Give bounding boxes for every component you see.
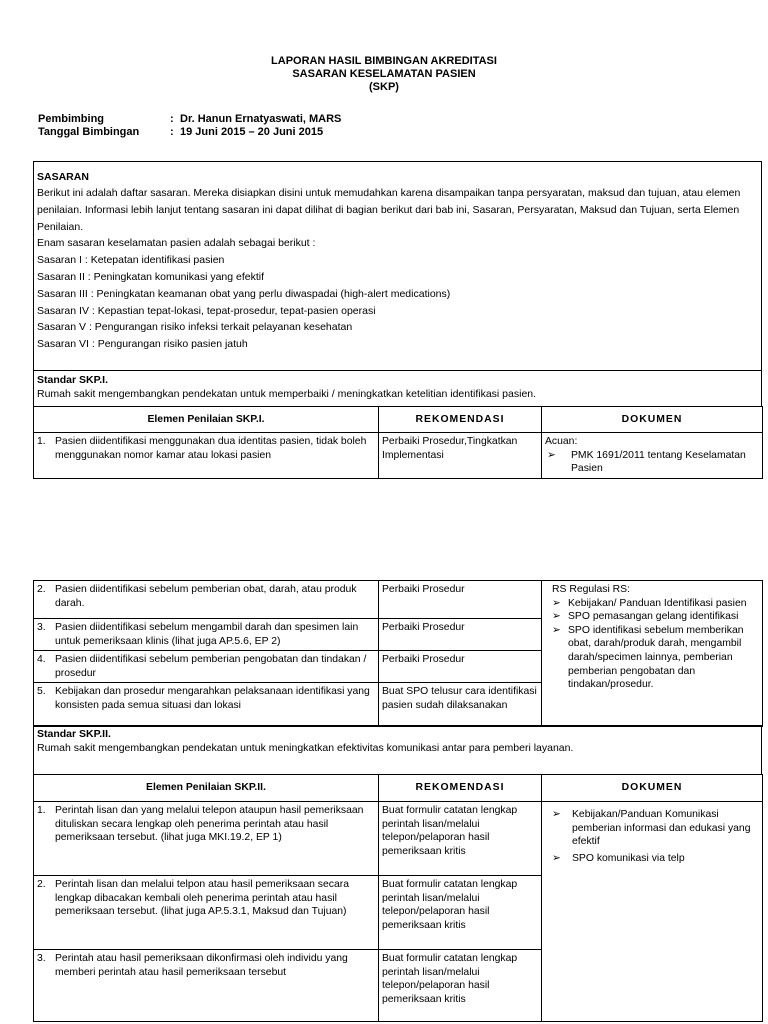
row-number: 5. <box>37 686 46 698</box>
sasaran-item: Sasaran VI : Pengurangan risiko pasien jatuh <box>37 338 248 351</box>
arrow-bullet-icon: ➢ <box>552 597 561 609</box>
pembimbing-label: Pembimbing <box>38 113 105 125</box>
standar-skp2-box <box>33 725 762 775</box>
table-row <box>34 651 379 683</box>
arrow-bullet-icon: ➢ <box>552 611 561 623</box>
skp1-table <box>33 406 763 479</box>
rekomendasi-cell: Perbaiki Prosedur <box>379 651 542 683</box>
dokumen-item: Kebijakan/ Panduan Identifikasi pasien <box>568 597 747 609</box>
elemen-text: Perintah lisan dan melalui telpon atau hasil pemeriksaan secara lengkap dibacakan kembali oleh penerima perintah atau hasil pemeriksaan tersebut. (lihat juga AP.5.3.1, Maksud dan Tujuan) <box>55 879 349 918</box>
table-row <box>34 876 379 950</box>
sasaran-item: Sasaran I : Ketepatan identifikasi pasien <box>37 254 225 267</box>
col-header-dokumen: DOKUMEN <box>542 407 763 433</box>
standar-skp1-text: Rumah sakit mengembangkan pendekatan untuk memperbaiki / meningkatkan ketelitian identifikasi pasien. <box>37 388 537 400</box>
arrow-bullet-icon: ➢ <box>552 809 561 820</box>
row-number: 1. <box>37 805 46 816</box>
table-row <box>34 581 379 619</box>
elemen-text: Perintah atau hasil pemeriksaan dikonfirmasi oleh individu yang memberi perintah atau hasil pemeriksaan tersebut <box>55 953 348 978</box>
elemen-text: Kebijakan dan prosedur mengarahkan pelaksanaan identifikasi yang konsisten pada semua situasi dan lokasi <box>55 686 370 711</box>
elemen-text: Pasien diidentifikasi sebelum pemberian obat, darah, atau produk darah. <box>55 584 357 609</box>
standar-skp2-text: Rumah sakit mengembangkan pendekatan untuk meningkatkan efektivitas komunikasi antar para pemberi layanan. <box>37 742 574 754</box>
colon: : <box>170 126 174 138</box>
tanggal-row <box>38 126 341 139</box>
elemen-text: Pasien diidentifikasi menggunakan dua identitas pasien, tidak boleh menggunakan nomor kamar atau lokasi pasien <box>55 436 367 461</box>
col-header-rekomendasi: REKOMENDASI <box>379 775 542 802</box>
sasaran-item: Sasaran IV : Kepastian tepat-lokasi, tepat-prosedur, tepat-pasien operasi <box>37 304 376 317</box>
col-header-elemen: Elemen Penilaian SKP.I. <box>34 407 379 433</box>
rekomendasi-cell: Perbaiki Prosedur <box>379 581 542 619</box>
rekomendasi-cell: Buat formulir catatan lengkap perintah lisan/melalui telepon/pelaporan hasil pemeriksaan kritis <box>379 876 542 950</box>
title-line-2: SASARAN KESELAMATAN PASIEN <box>292 68 476 80</box>
standar-skp2-heading: Standar SKP.II. <box>37 728 111 740</box>
rekomendasi-cell: Perbaiki Prosedur,Tingkatkan Implementasi <box>379 433 542 479</box>
elemen-text: Pasien diidentifikasi sebelum mengambil darah dan spesimen lain untuk pemeriksaan klinis (lihat juga AP.5.6, EP 2) <box>55 622 359 647</box>
table-row <box>34 950 379 1022</box>
sasaran-intro: Enam sasaran keselamatan pasien adalah sebagai berikut : <box>37 237 316 250</box>
table-row <box>34 433 379 479</box>
table-row <box>34 683 379 727</box>
colon: : <box>170 113 174 125</box>
report-title <box>0 55 768 94</box>
col-header-dokumen: DOKUMEN <box>542 775 763 802</box>
sasaran-item: Sasaran V : Pengurangan risiko infeksi terkait pelayanan kesehatan <box>37 321 353 334</box>
col-header-rekomendasi: REKOMENDASI <box>379 407 542 433</box>
table-row <box>34 619 379 651</box>
dokumen-cell <box>542 581 763 727</box>
skp1-table-continued <box>33 580 763 727</box>
dokumen-item: PMK 1691/2011 tentang Keselamatan Pasien <box>571 449 746 475</box>
sasaran-heading: SASARAN <box>37 171 89 183</box>
sasaran-box <box>33 161 762 371</box>
elemen-text: Pasien diidentifikasi sebelum pemberian pengobatan dan tindakan / prosedur <box>55 654 367 679</box>
elemen-text: Perintah lisan dan yang melalui telepon ataupun hasil pemeriksaan dituliskan secara lengkap oleh penerima perintah atau hasil pemeriksaan tersebut. (lihat juga MKI.19.2, EP 1) <box>55 805 364 844</box>
dokumen-item: Kebijakan/Panduan Komunikasi pemberian informasi dan edukasi yang efektif <box>572 809 751 848</box>
rekomendasi-cell: Buat SPO telusur cara identifikasi pasien sudah dilaksanakan <box>379 683 542 727</box>
row-number: 3. <box>37 953 46 964</box>
pembimbing-row <box>38 113 341 126</box>
row-number: 2. <box>37 879 46 890</box>
rekomendasi-cell: Buat formulir catatan lengkap perintah lisan/melalui telepon/pelaporan hasil pemeriksaan kritis <box>379 950 542 1022</box>
tanggal-value: 19 Juni 2015 – 20 Juni 2015 <box>180 126 324 138</box>
meta-info <box>38 113 341 139</box>
table-row <box>34 802 379 876</box>
dokumen-item: SPO komunikasi via telp <box>572 852 685 864</box>
skp2-table <box>33 774 763 1022</box>
rekomendasi-cell: Perbaiki Prosedur <box>379 619 542 651</box>
regulasi-label: RS Regulasi RS: <box>552 584 630 595</box>
rekomendasi-cell: Buat formulir catatan lengkap perintah lisan/melalui telepon/pelaporan hasil pemeriksaan kritis <box>379 802 542 876</box>
pembimbing-value: Dr. Hanun Ernatyaswati, MARS <box>180 113 342 125</box>
sasaran-paragraph: Berikut ini adalah daftar sasaran. Mereka disiapkan disini untuk memudahkan karena disampaikan tanpa persyaratan, maksud dan tujuan, atau elemen penilaian. Informasi lebih lanjut tentang sasaran ini dapat dilihat di bagian berikut dari bab ini, Sasaran, Persyaratan, Maksud dan Tujuan, serta Elemen Penilaian. <box>37 187 741 233</box>
row-number: 3. <box>37 622 46 633</box>
dokumen-cell <box>542 802 763 1022</box>
tanggal-label: Tanggal Bimbingan <box>38 126 140 138</box>
col-header-elemen: Elemen Penilaian SKP.II. <box>34 775 379 802</box>
arrow-bullet-icon: ➢ <box>552 624 561 636</box>
sasaran-item: Sasaran III : Peningkatan keamanan obat yang perlu diwaspadai (high-alert medications) <box>37 287 451 300</box>
dokumen-cell <box>542 433 763 479</box>
row-number: 1. <box>37 436 46 447</box>
arrow-bullet-icon: ➢ <box>547 449 556 461</box>
row-number: 2. <box>37 584 46 595</box>
dokumen-item: SPO pemasangan gelang identifikasi <box>568 611 739 623</box>
standar-skp1-heading: Standar SKP.I. <box>37 374 108 386</box>
arrow-bullet-icon: ➢ <box>552 852 561 864</box>
title-line-3: (SKP) <box>369 81 399 93</box>
standar-skp1-box <box>33 370 762 407</box>
acuan-label: Acuan: <box>545 436 578 447</box>
sasaran-item: Sasaran II : Peningkatan komunikasi yang efektif <box>37 270 265 283</box>
title-line-1: LAPORAN HASIL BIMBINGAN AKREDITASI <box>271 55 497 67</box>
row-number: 4. <box>37 654 46 666</box>
dokumen-item: SPO identifikasi sebelum memberikan obat, darah/produk darah, mengambil darah/specimen lainnya, pemberian pemberian pengobatan dan tindakan/prosedur. <box>568 624 744 691</box>
